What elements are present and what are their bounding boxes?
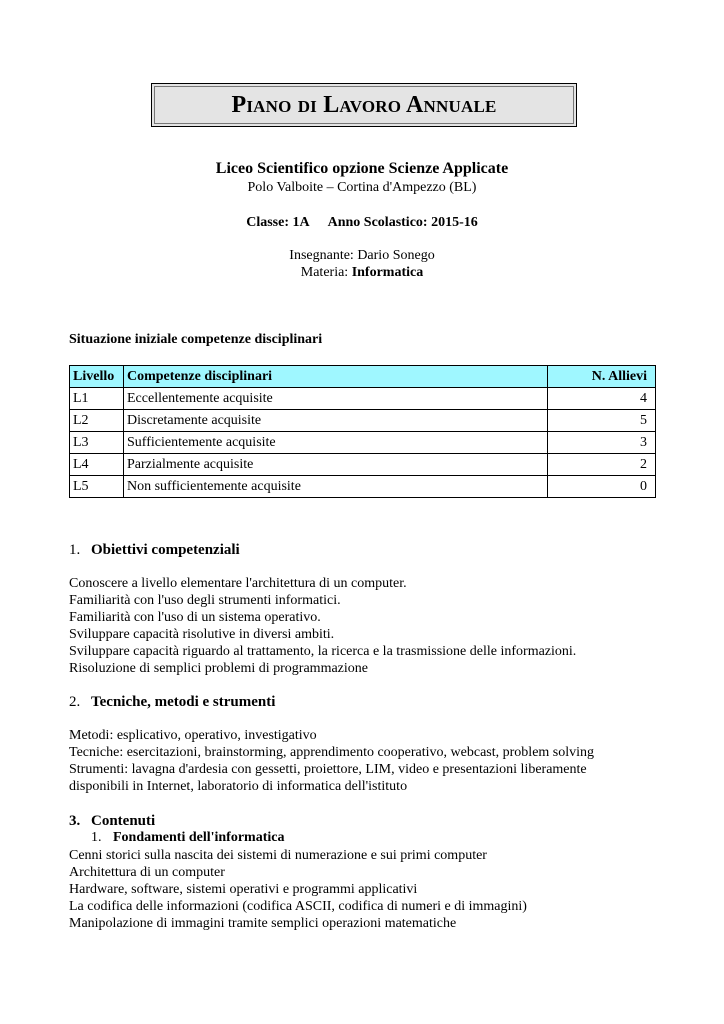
teacher-line: Insegnante: Dario Sonego (289, 248, 435, 263)
competence-cell: Non sufficientemente acquisite (124, 476, 548, 498)
students-cell: 2 (548, 454, 656, 476)
table-header-row (70, 366, 656, 388)
text-line: Strumenti: lavagna d'ardesia con gessetti, proiettore, LIM, video e presentazioni liberamente (69, 762, 587, 777)
section-heading-methods (69, 694, 275, 711)
competence-cell: Discretamente acquisite (124, 410, 548, 432)
competence-cell: Eccellentemente acquisite (124, 388, 548, 410)
section-title: Contenuti (91, 813, 156, 829)
column-header-level: Livello (70, 366, 124, 388)
contents-list (69, 847, 527, 932)
students-cell: 3 (548, 432, 656, 454)
text-line: Metodi: esplicativo, operativo, investigativo (69, 728, 317, 743)
section-title: Obiettivi competenziali (91, 542, 240, 558)
competence-table (69, 365, 656, 498)
subsection-heading (91, 830, 285, 846)
text-line: Sviluppare capacità risolutive in diversi ambiti. (69, 627, 335, 642)
subject-name: Informatica (351, 265, 424, 280)
level-cell: L3 (70, 432, 124, 454)
section-number: 2. (69, 694, 81, 710)
class-label: Classe: 1A (246, 215, 310, 230)
text-line: Conoscere a livello elementare l'architettura di un computer. (69, 576, 407, 591)
table-row (70, 476, 656, 498)
text-line: Architettura di un computer (69, 865, 225, 880)
level-cell: L4 (70, 454, 124, 476)
class-year-line (0, 215, 724, 231)
document-title-box (151, 83, 577, 127)
students-cell: 4 (548, 388, 656, 410)
level-cell: L1 (70, 388, 124, 410)
text-line: Sviluppare capacità riguardo al trattamento, la ricerca e la trasmissione delle informazioni. (69, 644, 577, 659)
competence-cell: Sufficientemente acquisite (124, 432, 548, 454)
section-heading-objectives (69, 542, 240, 559)
table-row (70, 410, 656, 432)
subsection-title: Fondamenti dell'informatica (113, 830, 285, 845)
column-header-students: N. Allievi (548, 366, 656, 388)
section-title: Tecniche, metodi e strumenti (91, 694, 276, 710)
section-number: 3. (69, 813, 81, 829)
section-number: 1. (69, 542, 81, 558)
text-line: Familiarità con l'uso di un sistema operativo. (69, 610, 321, 625)
column-header-competence: Competenze disciplinari (124, 366, 548, 388)
competence-cell: Parzialmente acquisite (124, 454, 548, 476)
text-line: Risoluzione di semplici problemi di programmazione (69, 661, 368, 676)
section-heading-contents (69, 813, 155, 830)
table-row (70, 388, 656, 410)
text-line: disponibili in Internet, laboratorio di informatica dell'istituto (69, 779, 408, 794)
subject-line (0, 265, 724, 281)
text-line: Tecniche: esercitazioni, brainstorming, apprendimento cooperativo, webcast, problem solving (69, 745, 595, 760)
level-cell: L5 (70, 476, 124, 498)
situation-heading: Situazione iniziale competenze disciplinari (69, 332, 323, 347)
text-line: Familiarità con l'uso degli strumenti informatici. (69, 593, 341, 608)
students-cell: 5 (548, 410, 656, 432)
subject-prefix: Materia: (300, 265, 352, 280)
text-line: Cenni storici sulla nascita dei sistemi di numerazione e sui primi computer (69, 848, 487, 863)
objectives-list (69, 575, 576, 677)
school-location: Polo Valboite – Cortina d'Ampezzo (BL) (247, 180, 477, 195)
document-title: Piano di Lavoro Annuale (231, 91, 497, 118)
text-line: La codifica delle informazioni (codifica ASCII, codifica di numeri e di immagini) (69, 899, 527, 914)
students-cell: 0 (548, 476, 656, 498)
table-row (70, 432, 656, 454)
methods-list (69, 727, 594, 795)
school-year-label: Anno Scolastico: 2015-16 (327, 215, 478, 230)
level-cell: L2 (70, 410, 124, 432)
text-line: Hardware, software, sistemi operativi e programmi applicativi (69, 882, 418, 897)
school-name: Liceo Scientifico opzione Scienze Applicate (215, 160, 509, 177)
text-line: Manipolazione di immagini tramite semplici operazioni matematiche (69, 916, 457, 931)
subsection-number: 1. (91, 830, 102, 845)
table-row (70, 454, 656, 476)
